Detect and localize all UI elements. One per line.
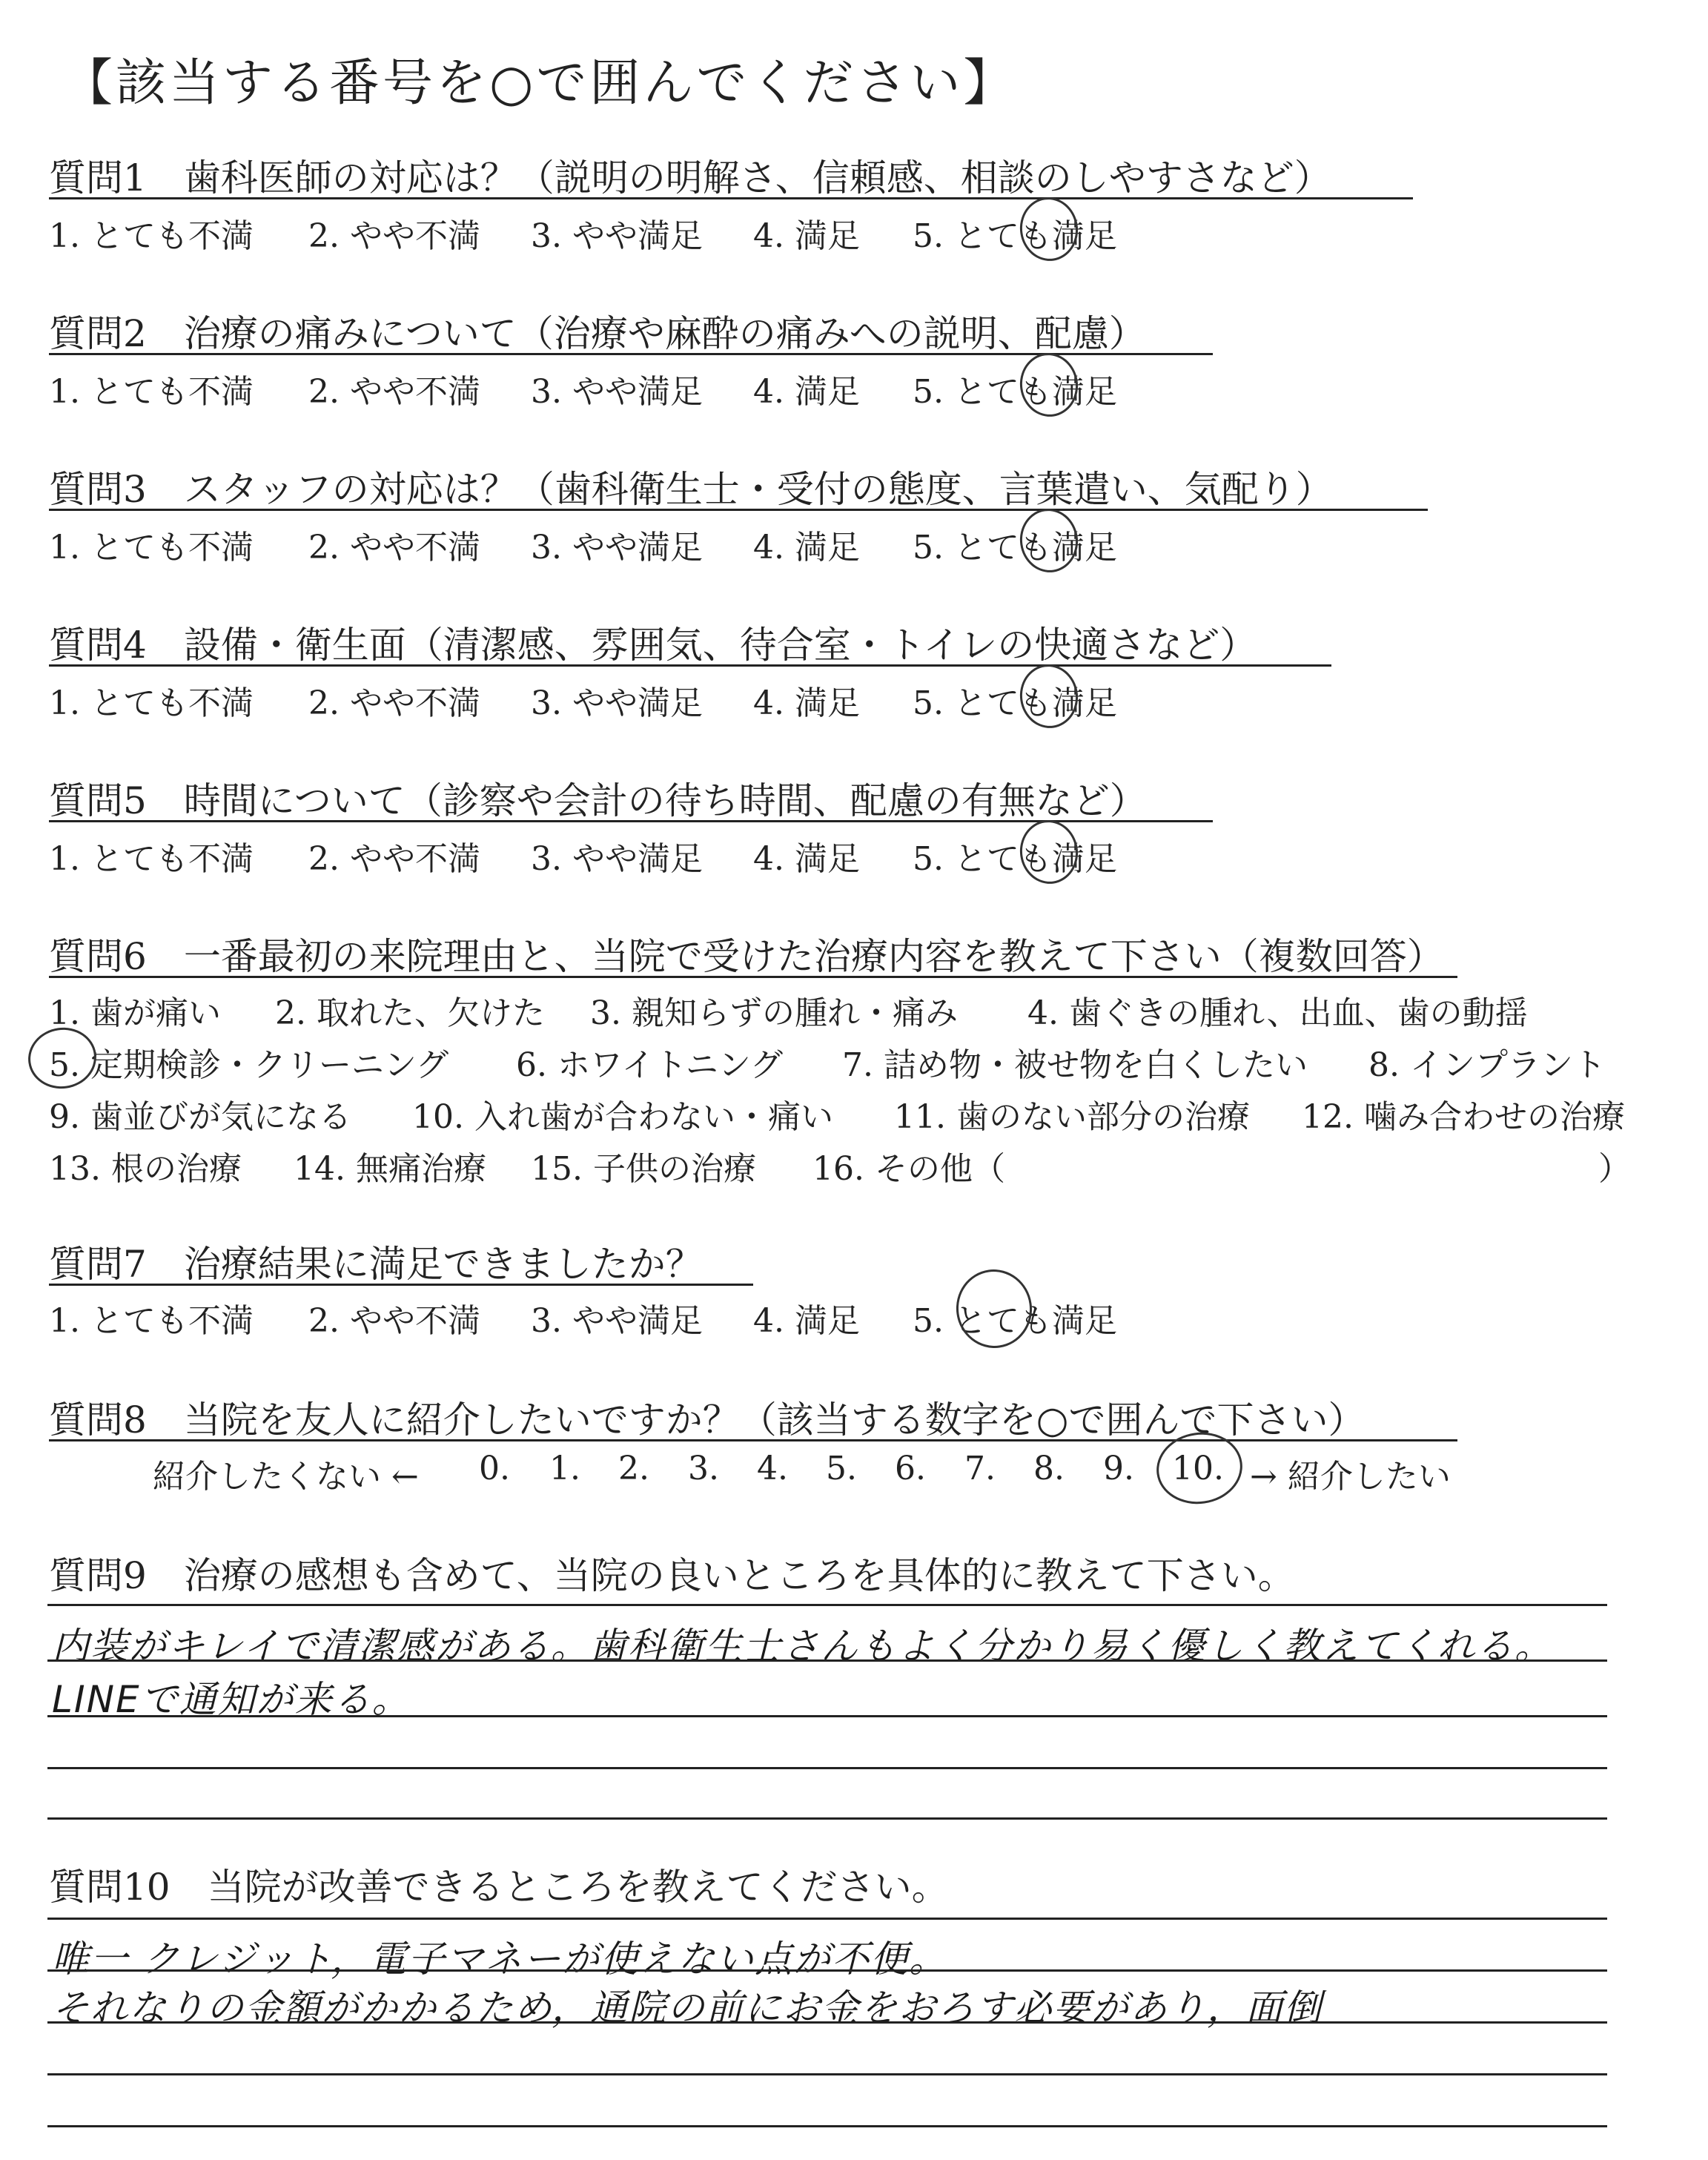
handwritten-answer[interactable]: 唯一 クレジット，電子マネーが使えない点が不便。 (52, 1938, 948, 1981)
reason-option-10[interactable]: 10. 入れ歯が合わない・痛い (412, 1098, 833, 1136)
option-3[interactable]: 3. やや満足 (531, 529, 703, 567)
answer-line (47, 1918, 1607, 1920)
question-number: 質問6 (49, 935, 147, 978)
handwritten-answer[interactable]: 内装がキレイで清潔感がある。歯科衛生士さんもよく分かり易く優しく教えてくれる。 (52, 1625, 1553, 1668)
question-title (49, 927, 1457, 978)
option-3[interactable]: 3. やや満足 (531, 373, 703, 411)
page-title: 【該当する番号を○で囲んでください】 (62, 54, 1017, 113)
option-1[interactable]: 1. とても不満 (49, 217, 254, 255)
reason-option-7[interactable]: 7. 詰め物・被せ物を白くしたい (842, 1046, 1308, 1084)
handwritten-answer[interactable]: それなりの金額がかかるため，通院の前にお金をおろす必要があり，面倒 (52, 1986, 1323, 2029)
reason-option-4[interactable]: 4. 歯ぐきの腫れ、出血、歯の動揺 (1027, 994, 1528, 1032)
reason-option-13[interactable]: 13. 根の治療 (49, 1150, 242, 1188)
question-number: 質問1 (49, 156, 147, 199)
question-text: 治療結果に満足できましたか？ (183, 1243, 703, 1286)
reason-option-3[interactable]: 3. 親知らずの腫れ・痛み (590, 994, 958, 1032)
answer-line (47, 1969, 1607, 1972)
option-3[interactable]: 3. やや満足 (531, 1302, 703, 1340)
option-4[interactable]: 4. 満足 (753, 1302, 860, 1340)
option-5[interactable]: 5. とても満足 (913, 373, 1117, 411)
reason-option-9[interactable]: 9. 歯並びが気になる (49, 1098, 351, 1136)
question-text: 当院が改善できるところを教えてください。 (207, 1866, 949, 1909)
handwritten-answer[interactable]: LINEで通知が来る。 (52, 1678, 411, 1721)
option-5[interactable]: 5. とても満足 (913, 529, 1117, 567)
option-4[interactable]: 4. 満足 (753, 217, 860, 255)
option-5[interactable]: 5. とても満足 (913, 840, 1117, 878)
reason-option-5[interactable]: 5. 定期検診・クリーニング (49, 1046, 449, 1084)
option-5[interactable]: 5. とても満足 (913, 684, 1117, 722)
answer-line (47, 2125, 1607, 2127)
question-number: 質問5 (49, 779, 147, 822)
question-title (49, 615, 1331, 667)
option-4[interactable]: 4. 満足 (753, 373, 860, 411)
reason-option-1[interactable]: 1. 歯が痛い (49, 994, 221, 1032)
question-title (49, 148, 1413, 199)
scale-right-label: → 紹介したい (1250, 1458, 1451, 1496)
question-text: 当院を友人に紹介したいですか？（該当する数字を○で囲んで下さい） (183, 1398, 1366, 1441)
reason-option-12[interactable]: 12. 噛み合わせの治療 (1302, 1098, 1625, 1136)
reason-option-15[interactable]: 15. 子供の治療 (531, 1150, 756, 1188)
question-text: 治療の感想も含めて、当院の良いところを具体的に教えて下さい。 (183, 1554, 1295, 1597)
question-title (49, 1235, 753, 1286)
answer-line (47, 1817, 1607, 1820)
answer-line (47, 1767, 1607, 1769)
option-4[interactable]: 4. 満足 (753, 684, 860, 722)
answer-line (47, 1604, 1607, 1606)
question-number: 質問7 (49, 1243, 147, 1286)
option-2[interactable]: 2. やや不満 (308, 217, 480, 255)
question-number: 質問8 (49, 1398, 147, 1441)
option-4[interactable]: 4. 満足 (753, 529, 860, 567)
scale-2[interactable]: 2. (618, 1450, 649, 1487)
scale-7[interactable]: 7. (964, 1450, 996, 1487)
reason-option-6[interactable]: 6. ホワイトニング (516, 1046, 784, 1084)
answer-line (47, 1659, 1607, 1662)
question-text: 一番最初の来院理由と、当院で受けた治療内容を教えて下さい（複数回答） (183, 935, 1444, 978)
question-number: 質問2 (49, 312, 147, 355)
question-title (49, 1546, 1295, 1595)
question-title (49, 771, 1213, 822)
option-3[interactable]: 3. やや満足 (531, 684, 703, 722)
question-text: 時間について（診察や会計の待ち時間、配慮の有無など） (183, 779, 1147, 822)
option-1[interactable]: 1. とても不満 (49, 529, 254, 567)
option-3[interactable]: 3. やや満足 (531, 840, 703, 878)
option-2[interactable]: 2. やや不満 (308, 840, 480, 878)
answer-line (47, 2073, 1607, 2075)
option-2[interactable]: 2. やや不満 (308, 1302, 480, 1340)
question-number: 質問9 (49, 1554, 147, 1597)
question-text: 治療の痛みについて（治療や麻酔の痛みへの説明、配慮） (183, 312, 1146, 355)
reason-option-8[interactable]: 8. インプラント (1368, 1046, 1606, 1084)
reason-option-14[interactable]: 14. 無痛治療 (294, 1150, 486, 1188)
option-1[interactable]: 1. とても不満 (49, 373, 254, 411)
question-text: 歯科医師の対応は？（説明の明解さ、信頼感、相談のしやすさなど） (183, 156, 1331, 199)
scale-6[interactable]: 6. (895, 1450, 926, 1487)
question-title (49, 1390, 1457, 1441)
option-5[interactable]: 5. とても満足 (913, 1302, 1117, 1340)
question-number: 質問3 (49, 468, 147, 511)
scale-4[interactable]: 4. (757, 1450, 788, 1487)
option-1[interactable]: 1. とても不満 (49, 1302, 254, 1340)
scale-left-label: 紹介したくない ← (153, 1458, 419, 1496)
scale-3[interactable]: 3. (688, 1450, 719, 1487)
option-4[interactable]: 4. 満足 (753, 840, 860, 878)
option-3[interactable]: 3. やや満足 (531, 217, 703, 255)
scale-10[interactable]: 10. (1172, 1450, 1224, 1487)
answer-line (47, 2021, 1607, 2024)
question-title (49, 1857, 949, 1909)
question-title (49, 460, 1428, 511)
scale-1[interactable]: 1. (549, 1450, 580, 1487)
option-2[interactable]: 2. やや不満 (308, 373, 480, 411)
option-1[interactable]: 1. とても不満 (49, 840, 254, 878)
question-number: 質問4 (49, 624, 147, 667)
question-number: 質問10 (49, 1866, 171, 1909)
reason-option-2[interactable]: 2. 取れた、欠けた (275, 994, 545, 1032)
scale-5[interactable]: 5. (826, 1450, 857, 1487)
other-close-paren: ） (1598, 1150, 1631, 1188)
option-2[interactable]: 2. やや不満 (308, 529, 480, 567)
question-text: スタッフの対応は？（歯科衛生士・受付の態度、言葉遣い、気配り） (183, 468, 1333, 511)
question-title (49, 304, 1213, 355)
reason-option-11[interactable]: 11. 歯のない部分の治療 (894, 1098, 1250, 1136)
option-1[interactable]: 1. とても不満 (49, 684, 254, 722)
scale-9[interactable]: 9. (1103, 1450, 1134, 1487)
scale-0[interactable]: 0. (479, 1450, 510, 1487)
option-5[interactable]: 5. とても満足 (913, 217, 1117, 255)
option-2[interactable]: 2. やや不満 (308, 684, 480, 722)
scale-8[interactable]: 8. (1033, 1450, 1065, 1487)
answer-line (47, 1715, 1607, 1717)
reason-option-16[interactable]: 16. その他（ (812, 1150, 1005, 1188)
question-text: 設備・衛生面（清潔感、雰囲気、待合室・トイレの快適さなど） (183, 624, 1257, 667)
